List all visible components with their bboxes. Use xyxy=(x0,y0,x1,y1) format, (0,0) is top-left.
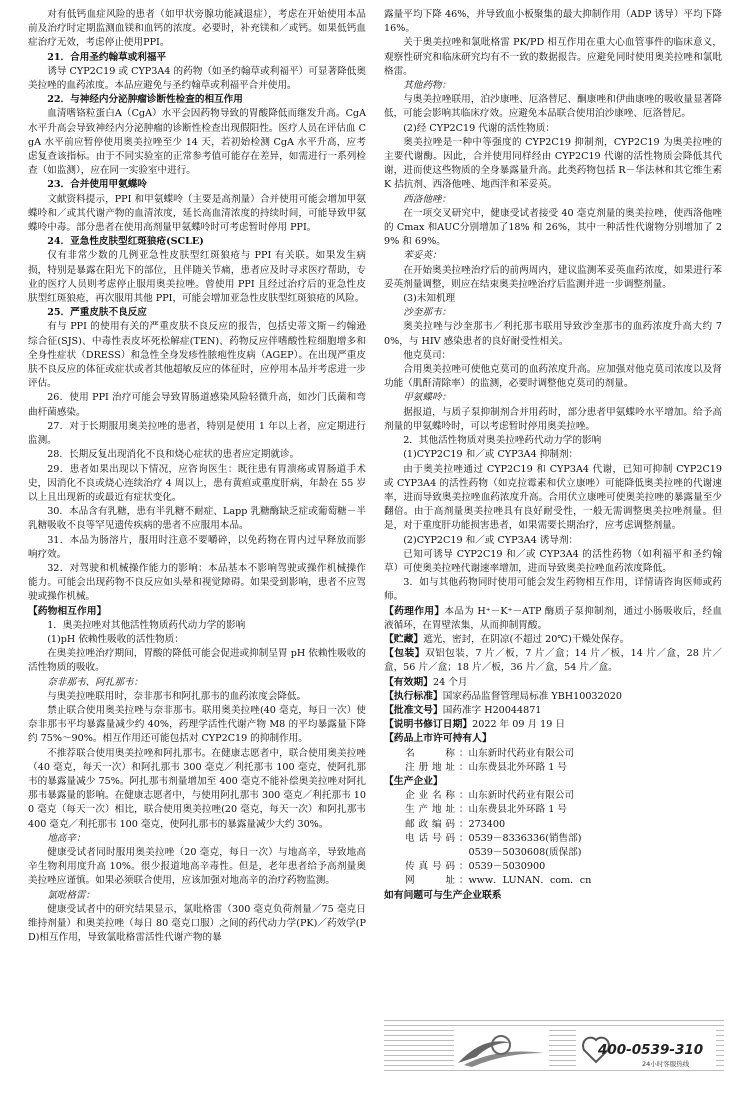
info-label: 企业名称： xyxy=(405,790,469,802)
paragraph: 28．长期反复出现消化不良和烧心症状的患者应定期就诊。 xyxy=(47,449,300,461)
lunan-logo xyxy=(454,1027,549,1069)
section-text: 国药准字 H20044871 xyxy=(442,704,542,716)
drug-subheading: 奈非那韦、阿扎那韦： xyxy=(47,676,144,688)
section-heading: 【药品上市许可持有人】 xyxy=(384,733,492,745)
section-heading: 如有问题可与生产企业联系 xyxy=(384,889,502,901)
paragraph: 血清嗜铬粒蛋白A（CgA）水平会因药物导致的胃酸降低而继发升高。CgA 水平升高会导致神经内分泌肿瘤的诊断性检查出现假阳性。医疗人员在评估血 CgA 水平前应暂停使用奥美拉唑至少 14 天，若初始检测 CgA 水平升高，应考虑复查该指标。由于不同实验室的正常参考值可能存在差异，如需进行一系列检查（如监测），应在同一实验室中进行。 xyxy=(28,108,366,177)
paragraph: 30．本品含有乳糖，患有半乳糖不耐症、Lapp 乳糖酶缺乏症或葡萄糖－半乳糖吸收不良等罕见遗传疾病的患者不应服用本品。 xyxy=(28,506,366,532)
paragraph: (1)CYP2C19 和／或 CYP3A4 抑制剂： xyxy=(403,449,579,461)
info-row xyxy=(384,747,722,761)
drug-subheading: 氯吡格雷： xyxy=(47,889,96,901)
paragraph: 29．患者如果出现以下情况，应咨询医生：既往患有胃溃疡或胃肠道手术史，因消化不良或烧心连续治疗 4 周以上，患有黄疸或重度肝病，年龄在 55 岁以上且出现新的或最近有症状变化。 xyxy=(28,463,366,503)
paragraph: 在开始奥美拉唑治疗后的前两周内，建议监测苯妥英血药浓度，如果进行苯妥英剂量调整，则应在结束奥美拉唑治疗后监测并进一步调整剂量。 xyxy=(384,264,722,290)
paragraph: 露量平均下降 46%，并导致血小板聚集的最大抑制作用（ADP 诱导）平均下降 16%。 xyxy=(384,9,722,35)
section-heading: 21．合用圣约翰草或利福平 xyxy=(47,51,167,63)
paragraph: (1)pH 依赖性吸收的活性物质： xyxy=(47,633,184,645)
info-row xyxy=(384,818,722,832)
paragraph: 文献资料提示，PPI 和甲氨蝶呤（主要是高剂量）合并使用可能会增加甲氨蝶呤和／或其代谢产物的血清浓度，延长高血清浓度的持续时间，可能导致甲氨蝶呤中毒。部分患者在使用高剂量甲氨蝶呤时可考虑暂时停用 PPI。 xyxy=(28,193,366,234)
spec-entry xyxy=(384,704,722,718)
spec-entry xyxy=(384,690,722,704)
section-heading: 23．合并使用甲氨蝶呤 xyxy=(47,179,147,191)
spec-entry xyxy=(384,633,722,647)
info-row xyxy=(384,846,722,860)
section-label: 【有效期】 xyxy=(384,676,433,688)
info-value: 山东费县北外环路 1 号 xyxy=(468,761,568,773)
paragraph: 与奥美拉唑联用时，奈非那韦和阿扎那韦的血药浓度会降低。 xyxy=(47,690,307,702)
info-label: 生产地址： xyxy=(405,804,469,816)
hotline-number: 400-0539-310 xyxy=(598,1042,704,1058)
paragraph: 仅有非常少数的几例亚急性皮肤型红斑狼疮与 PPI 有关联。如果发生病损，特别是暴露在阳光下的部位，且伴随关节痛，患者应及时寻求医疗帮助，专业的医疗人员则考虑停止服用奥美拉唑。曾使用 PPI 且经过治疗后的亚急性皮肤型红斑狼疮，再次服用其他 PPI，可能会增加亚急性皮肤型红斑狼疮的风险。 xyxy=(28,250,366,305)
info-row xyxy=(384,874,722,888)
section-label: 【药理作用】 xyxy=(384,605,445,617)
info-value: 山东新时代药业有限公司 xyxy=(468,790,574,802)
info-label: 电话号码： xyxy=(405,832,469,844)
section-text: 遮光，密封，在阴凉(不超过 20℃)干燥处保存。 xyxy=(423,633,630,645)
section-heading: 24．亚急性皮肤型红斑狼疮(SCLE) xyxy=(47,236,204,248)
info-label: 注册地址： xyxy=(405,761,469,773)
right-column xyxy=(384,8,722,903)
paragraph: 31．本品为肠溶片，服用时注意不要嚼碎，以免药物在胃内过早释放而影响疗效。 xyxy=(28,534,366,560)
paragraph: 32．对驾驶和机械操作能力的影响：本品基本不影响驾驶或操作机械操作能力。可能会出现药物不良反应如头晕和视觉障碍。如果受到影响，患者不应驾驶或操作机械。 xyxy=(28,562,366,603)
section-label: 【贮藏】 xyxy=(384,633,424,645)
footer-banner xyxy=(384,1020,724,1075)
paragraph: 26．使用 PPI 治疗可能会导致胃肠道感染风险轻微升高，如沙门氏菌和弯曲杆菌感染。 xyxy=(28,392,366,418)
info-row xyxy=(384,803,722,817)
paragraph: 诱导 CYP2C19 或 CYP3A4 的药物（如圣约翰草或利福平）可显著降低奥美拉唑的血药浓度。本品应避免与圣约翰草或利福平合并使用。 xyxy=(28,65,366,92)
paragraph: 由于奥美拉唑通过 CYP2C19 和 CYP3A4 代谢，已知可抑制 CYP2C19 或 CYP3A4 的活性药物（如克拉霉素和伏立康唑）可能降低奥美拉唑的代谢速率，进而导致奥美拉唑血药浓度升高。合用伏立康唑可使奥美拉唑的暴露量至少翻倍。由于高剂量奥美拉唑具有良好耐受性，一般无需调整奥美拉唑剂量。但是，对于重度肝功能损害患者，如果需要长期治疗，应考虑调整剂量。 xyxy=(384,463,722,532)
info-value: 山东费县北外环路 1 号 xyxy=(468,804,568,816)
paragraph: 对有低钙血症风险的患者（如甲状旁腺功能减退症），考虑在开始使用本品前及治疗时定期监测血镁和血钙的浓度。必要时，补充镁和／或钙。如果低钙血症治疗无效，考虑停止使用PPI。 xyxy=(28,9,366,49)
left-column xyxy=(28,8,366,945)
paragraph: 在奥美拉唑治疗期间，胃酸的降低可能会促进或抑制呈胃 pH 依赖性吸收的活性物质的吸收。 xyxy=(28,648,366,674)
info-value: www．LUNAN．com．cn xyxy=(468,875,592,887)
info-value: 0539－5030608(质保部) xyxy=(468,846,582,858)
drug-subheading: 苯妥英： xyxy=(403,250,442,262)
drug-subheading: 其他药物： xyxy=(403,80,452,92)
paragraph: 已知可诱导 CYP2C19 和／或 CYP3A4 的活性药物（如利福平和圣约翰草）可使奥美拉唑代谢速率增加，进而导致奥美拉唑血药浓度降低。 xyxy=(384,548,722,574)
paragraph: 与奥美拉唑联用，泊沙康唑、厄洛替尼、酮康唑和伊曲康唑的吸收量显著降低，可能会影响其临床疗效。应避免本品联合使用泊沙康唑、厄洛替尼。 xyxy=(384,94,722,120)
section-label: 【包装】 xyxy=(384,648,426,660)
paragraph: 2．其他活性物质对奥美拉唑药代动力学的影响 xyxy=(403,435,602,447)
paragraph: 奥美拉唑与沙奎那韦／利托那韦联用导致沙奎那韦的血药浓度升高大约 70%，与 HIV 感染患者的良好耐受性相关。 xyxy=(384,321,722,347)
section-label: 【批准文号】 xyxy=(384,704,443,716)
paragraph: 健康受试者同时服用奥美拉唑（20 毫克，每日一次）与地高辛，导致地高辛生物利用度升高 10%。很少报道地高辛毒性。但是，老年患者给予高剂量奥美拉唑应谨慎。如果必须联合使用，应该加强对地高辛的治疗药物监测。 xyxy=(28,846,366,887)
paragraph: 3．如与其他药物同时使用可能会发生药物相互作用，详情请咨询医师或药师。 xyxy=(384,577,722,603)
section-text: 2022 年 09 月 19 日 xyxy=(472,719,566,731)
info-row xyxy=(384,761,722,775)
section-heading: 22．与神经内分泌肿瘤诊断性检查的相互作用 xyxy=(47,94,243,106)
info-value: 0539－5030900 xyxy=(468,861,546,873)
info-label: 名 称： xyxy=(405,747,469,759)
section-label: 【说明书修订日期】 xyxy=(384,719,473,731)
drug-subheading: 地高辛： xyxy=(47,832,86,844)
paragraph: (2)CYP2C19 和／或 CYP3A4 诱导剂： xyxy=(403,534,579,546)
section-text: 本品为 H⁺－K⁺－ATP 酶质子泵抑制剂，通过小肠吸收后，经血液循环，在胃壁浓集，从而抑制胃酸。 xyxy=(384,605,722,631)
info-label: 传真号码： xyxy=(405,861,469,873)
section-label: 【执行标准】 xyxy=(384,690,443,702)
info-label: 邮政编码： xyxy=(405,818,469,830)
section-text: 24 个月 xyxy=(432,676,468,688)
drug-subheading: 西洛他唑： xyxy=(403,193,452,205)
paragraph: 27．对于长期服用奥美拉唑的患者，特别是使用 1 年以上者，应定期进行监测。 xyxy=(28,420,366,447)
info-value: 0539－8336336(销售部) xyxy=(468,832,582,844)
paragraph: 有与 PPI 的使用有关的严重皮肤不良反应的报告，包括史蒂文斯－约翰逊综合征(SJS)、中毒性表皮坏死松解症(TEN)、药物反应伴嗜酸性粒细胞增多和全身性症状（DRESS）和急性全身发疹性脓疱性皮病（AGEP）。在出现严重皮肤不良反应的体征或症状或者其他超敏反应的体征时，应停用本品并考虑进一步评估。 xyxy=(28,321,366,390)
drug-subheading: 甲氨蝶呤： xyxy=(403,392,452,404)
paragraph: 健康受试者中的研究结果显示，氯吡格雷（300 毫克负荷剂量／75 毫克日维持剂量）和奥美拉唑（每日 80 毫克口服）之间的药代动力学(PK)／药效学(PD)相互作用，导致氯吡格雷活性代谢产物的暴 xyxy=(28,903,366,944)
paragraph: (2)经 CYP2C19 代谢的活性物质： xyxy=(403,122,556,134)
drug-subheading: 沙奎那韦： xyxy=(403,307,452,319)
spec-entry xyxy=(384,647,722,675)
hotline-badge xyxy=(576,1030,716,1068)
section-heading: 【药物相互作用】 xyxy=(28,605,107,617)
paragraph: 1．奥美拉唑对其他活性物质药代动力学的影响 xyxy=(47,619,246,631)
paragraph: 据报道，与质子泵抑制剂合并用药时，部分患者甲氨蝶呤水平增加。给予高剂量的甲氨蝶呤时，可以考虑暂时停用奥美拉唑。 xyxy=(384,406,722,432)
paragraph: 不推荐联合使用奥美拉唑和阿扎那韦。在健康志愿者中，联合使用奥美拉唑（40 毫克，每天一次）和阿扎那韦 300 毫克／利托那韦 100 毫克，使阿扎那韦的暴露量减少 75%。阿扎那韦剂量增加至 400 毫克不能补偿奥美拉唑对阿扎那韦暴露量的影响。在健康志愿者中，与使用阿扎那韦 300 毫克／利托那韦 100 毫克（每天一次）相比，联合使用奥美拉唑(20 毫克，每天一次）和阿扎那韦 400 毫克／利托那韦 100 毫克，使阿扎那韦的暴露量减少大约 30%。 xyxy=(28,747,366,830)
paragraph: 禁止联合使用奥美拉唑与奈非那韦。联用奥美拉唑(40 毫克，每日一次）使奈非那韦平均暴露量减少约 40%，药理学活性代谢产物 M8 的平均暴露量下降约 75%～90%。相互作用还可能包括对 CYP2C19 的抑制作用。 xyxy=(28,704,366,745)
section-heading: 【生产企业】 xyxy=(384,775,443,787)
info-row xyxy=(384,860,722,874)
paragraph: (3)未知机理 xyxy=(403,293,456,305)
paragraph: 在一项交叉研究中，健康受试者接受 40 毫克剂量的奥美拉唑，使西洛他唑的 Cmax 和AUC分别增加了18% 和 26%，其中一种活性代谢物分别增加了 29% 和 69%。 xyxy=(384,207,722,248)
paragraph: 他克莫司： xyxy=(403,349,452,361)
section-text: 双铝包装，7 片／板，7 片／盒；14 片／板，14 片／盒，28 片／盒，56 片／盒；18 片／板，36 片／盒，54 片／盒。 xyxy=(384,648,723,674)
section-text: 国家药品监督管理局标准 YBH10032020 xyxy=(442,690,622,702)
hotline-caption: 24小时客服热线 xyxy=(642,1060,690,1068)
paragraph: 奥美拉唑是一种中等强度的 CYP2C19 抑制剂，CYP2C19 为奥美拉唑的主要代谢酶。因此，合并使用同样经由 CYP2C19 代谢的活性物质会降低其代谢，进而使这些物质的全身暴露量升高。此类药物包括 R－华法林和其它维生素 K 拮抗剂、西洛他唑、地西泮和苯妥英。 xyxy=(384,136,722,191)
paragraph: 关于奥美拉唑和氯吡格雷 PK/PD 相互作用在重大心血管事件的临床意义，观察性研究和临床研究均有不一致的数据报告。应避免同时使用奥美拉唑和氯吡格雷。 xyxy=(384,37,722,77)
info-row xyxy=(384,832,722,846)
spec-entry xyxy=(384,676,722,690)
info-row xyxy=(384,789,722,803)
info-value: 山东新时代药业有限公司 xyxy=(468,747,574,759)
spec-entry xyxy=(384,605,722,633)
paragraph: 合用奥美拉唑可使他克莫司的血药浓度升高。应加强对他克莫司浓度以及肾功能（肌酐清除率）的监测，必要时调整他克莫司的剂量。 xyxy=(384,364,722,390)
info-value: 273400 xyxy=(468,818,506,830)
spec-entry xyxy=(384,718,722,732)
section-heading: 25．严重皮肤不良反应 xyxy=(47,307,147,319)
info-label: 网 址： xyxy=(405,875,469,887)
